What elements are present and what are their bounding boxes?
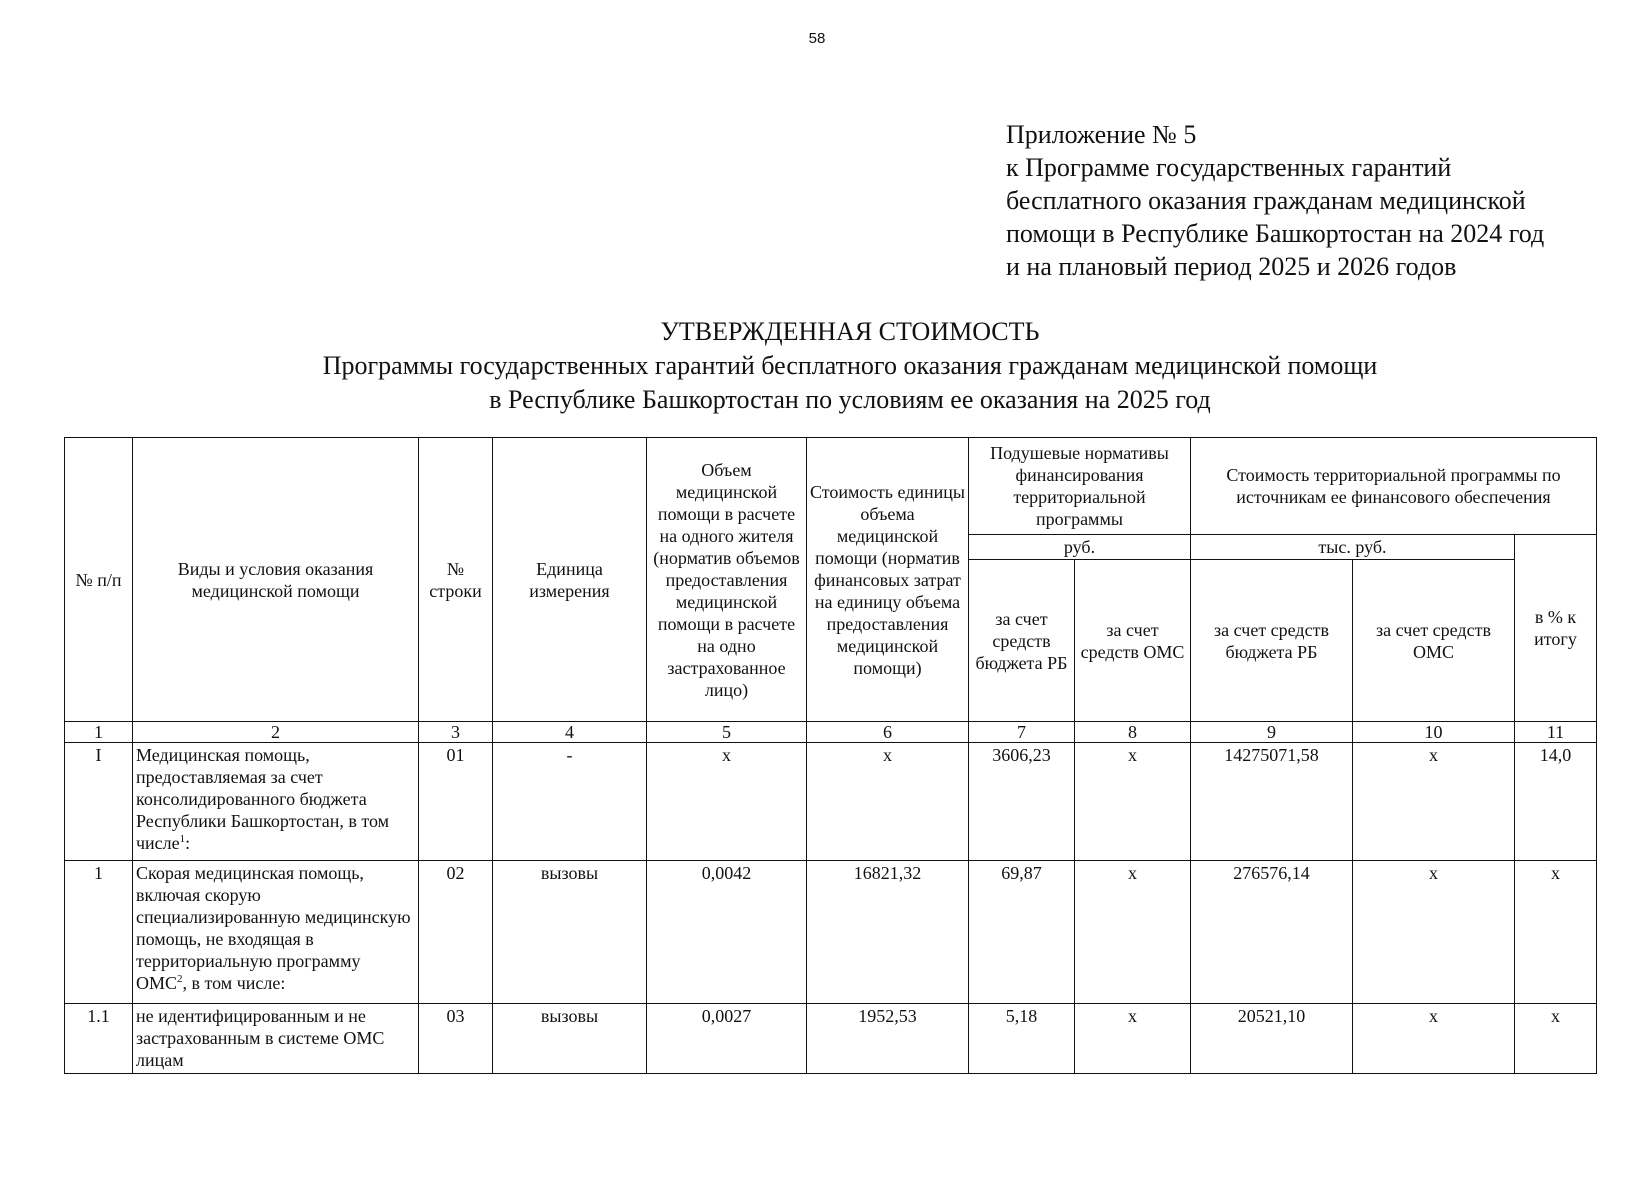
column-number: 4 (493, 722, 647, 743)
column-number: 5 (647, 722, 807, 743)
column-number: 9 (1191, 722, 1353, 743)
header-row-num: № строки (419, 438, 493, 722)
row-description (133, 743, 419, 861)
row-volume: x (647, 743, 807, 861)
row-unit: вызовы (493, 1004, 647, 1074)
row-unit: вызовы (493, 861, 647, 1004)
row-percent: x (1515, 1004, 1597, 1074)
row-percent: 14,0 (1515, 743, 1597, 861)
row-cost: 16821,32 (807, 861, 969, 1004)
row-description-text: Медицинская помощь, предоставляемая за счет консолидированного бюджета Республики Башкортостан, в том числе (136, 745, 390, 853)
table-row (65, 861, 1597, 1004)
row-num: I (65, 743, 133, 861)
row-num: 1 (65, 861, 133, 1004)
header-thous-oms: за счет средств ОМС (1353, 560, 1515, 722)
header-percent: в % к итогу (1515, 535, 1597, 722)
row-thous-budget: 276576,14 (1191, 861, 1353, 1004)
column-number: 3 (419, 722, 493, 743)
row-percent: x (1515, 861, 1597, 1004)
footnote-marker: 1 (179, 833, 186, 845)
header-thous-rub: тыс. руб. (1191, 535, 1515, 560)
cost-table (64, 437, 1597, 1074)
appendix-line: бесплатного оказания гражданам медицинской (1006, 186, 1526, 215)
row-code: 03 (419, 1004, 493, 1074)
document-title: УТВЕРЖДЕННАЯ СТОИМОСТЬ (660, 317, 1040, 346)
table-row (65, 743, 1597, 861)
row-description-tail: : (185, 833, 191, 853)
row-unit: - (493, 743, 647, 861)
row-description (133, 861, 419, 1004)
row-description (133, 1004, 419, 1074)
row-description-text: Скорая медицинская помощь, включая скорую специализированную медицинскую помощь, не входящая в территориальную программу ОМС (136, 863, 411, 993)
appendix-line: и на плановый период 2025 и 2026 годов (1006, 252, 1457, 281)
header-unit: Единица измерения (493, 438, 647, 722)
row-cost: x (807, 743, 969, 861)
header-rub-oms: за счет средств ОМС (1075, 560, 1191, 722)
page-number: 58 (808, 30, 826, 47)
row-volume: 0,0027 (647, 1004, 807, 1074)
appendix-heading (1006, 118, 1544, 283)
table-row (65, 1004, 1597, 1074)
document-subtitle-line-1: Программы государственных гарантий бесплатного оказания гражданам медицинской помощи (322, 351, 1378, 380)
header-program-cost: Стоимость территориальной программы по источникам ее финансового обеспечения (1191, 438, 1597, 535)
row-code: 01 (419, 743, 493, 861)
row-cost: 1952,53 (807, 1004, 969, 1074)
row-rub-oms: x (1075, 743, 1191, 861)
header-rub: руб. (969, 535, 1191, 560)
header-per-capita: Подушевые нормативы финансирования территориальной программы (969, 438, 1191, 535)
header-rub-budget: за счет средств бюджета РБ (969, 560, 1075, 722)
header-thous-budget: за счет средств бюджета РБ (1191, 560, 1353, 722)
column-number: 6 (807, 722, 969, 743)
row-code: 02 (419, 861, 493, 1004)
column-number: 7 (969, 722, 1075, 743)
row-thous-oms: x (1353, 1004, 1515, 1074)
appendix-line: к Программе государственных гарантий (1006, 153, 1452, 182)
row-rub-budget: 69,87 (969, 861, 1075, 1004)
header-cost: Стоимость единицы объема медицинской помощи (норматив финансовых затрат на единицу объема предоставления медицинской помощи) (807, 438, 969, 722)
row-volume: 0,0042 (647, 861, 807, 1004)
row-thous-budget: 20521,10 (1191, 1004, 1353, 1074)
column-number: 10 (1353, 722, 1515, 743)
appendix-line: помощи в Республике Башкортостан на 2024 год (1006, 219, 1545, 248)
row-thous-oms: x (1353, 743, 1515, 861)
column-number: 8 (1075, 722, 1191, 743)
row-thous-oms: x (1353, 861, 1515, 1004)
row-rub-budget: 5,18 (969, 1004, 1075, 1074)
header-volume: Объем медицинской помощи в расчете на одного жителя (норматив объемов предоставления медицинской помощи в расчете на одно застрахованное лицо) (647, 438, 807, 722)
row-thous-budget: 14275071,58 (1191, 743, 1353, 861)
appendix-line: Приложение № 5 (1006, 120, 1197, 149)
column-number: 2 (133, 722, 419, 743)
row-rub-budget: 3606,23 (969, 743, 1075, 861)
header-types: Виды и условия оказания медицинской помощи (133, 438, 419, 722)
document-subtitle-line-2: в Республике Башкортостан по условиям ее оказания на 2025 год (489, 385, 1211, 414)
row-rub-oms: x (1075, 1004, 1191, 1074)
column-number: 1 (65, 722, 133, 743)
row-num: 1.1 (65, 1004, 133, 1074)
row-description-text: не идентифицированным и не застрахованным в системе ОМС лицам (136, 1006, 385, 1070)
row-rub-oms: x (1075, 861, 1191, 1004)
row-description-tail: , в том числе: (182, 973, 286, 993)
column-number: 11 (1515, 722, 1597, 743)
footnote-marker: 2 (177, 973, 183, 985)
header-num: № п/п (65, 438, 133, 722)
